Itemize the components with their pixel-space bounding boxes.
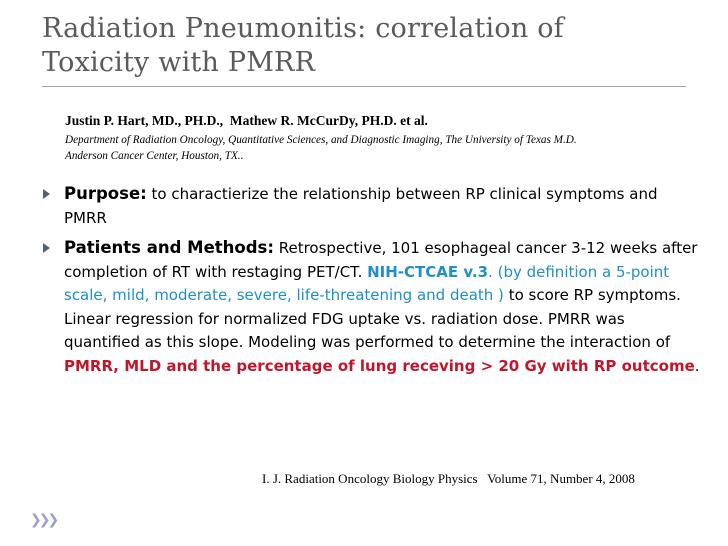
authors: Justin P. Hart, MD., PH.D., Mathew R. McCurDy, PH.D. et al. (65, 113, 428, 128)
methods-text-1: Retrospective, 101 esophageal cancer 3-12 weeks after completion of RT with restaging PET/CT. (64, 239, 698, 281)
triangle-bullet-icon (43, 243, 50, 253)
affiliation-line-1: Department of Radiation Oncology, Quantitative Sciences, and Diagnostic Imaging, The University of Texas M.D. (65, 134, 577, 146)
slide-title (42, 12, 712, 80)
methods-label: Patients and Methods: (64, 238, 274, 257)
methods-end: . (694, 356, 700, 375)
bullet-methods (40, 236, 700, 378)
bullet-purpose (40, 182, 700, 230)
title-line-2: Toxicity with PMRR (42, 47, 316, 78)
ctcae-dot: . (488, 262, 498, 281)
title-line-1: Radiation Pneumonitis: correlation of (42, 13, 564, 44)
chevron-right-icon: ❯❯❯ (30, 512, 57, 528)
ctcae-link: NIH-CTCAE v.3 (367, 262, 489, 281)
affiliation (65, 132, 665, 164)
title-divider (42, 86, 686, 87)
methods-highlight: PMRR, MLD and the percentage of lung receving > 20 Gy with RP outcome (64, 356, 695, 375)
purpose-text: to charactierize the relationship between RP clinical symptoms and PMRR (64, 185, 658, 227)
citation: I. J. Radiation Oncology Biology Physics Volume 71, Number 4, 2008 (262, 471, 635, 486)
methods-text-2: to score RP symptoms. Linear regression for normalized FDG uptake vs. radiation dose. PMRR was quantified as this slope. Modeling was performed to determine the interaction of (64, 286, 681, 351)
triangle-bullet-icon (43, 189, 50, 199)
purpose-label: Purpose: (64, 184, 147, 203)
affiliation-line-2: Anderson Cancer Center, Houston, TX.. (65, 150, 244, 162)
scale-definition: (by definition a 5-point scale, mild, moderate, severe, life-threatening and death ) (64, 262, 670, 304)
bullet-list (40, 182, 700, 384)
